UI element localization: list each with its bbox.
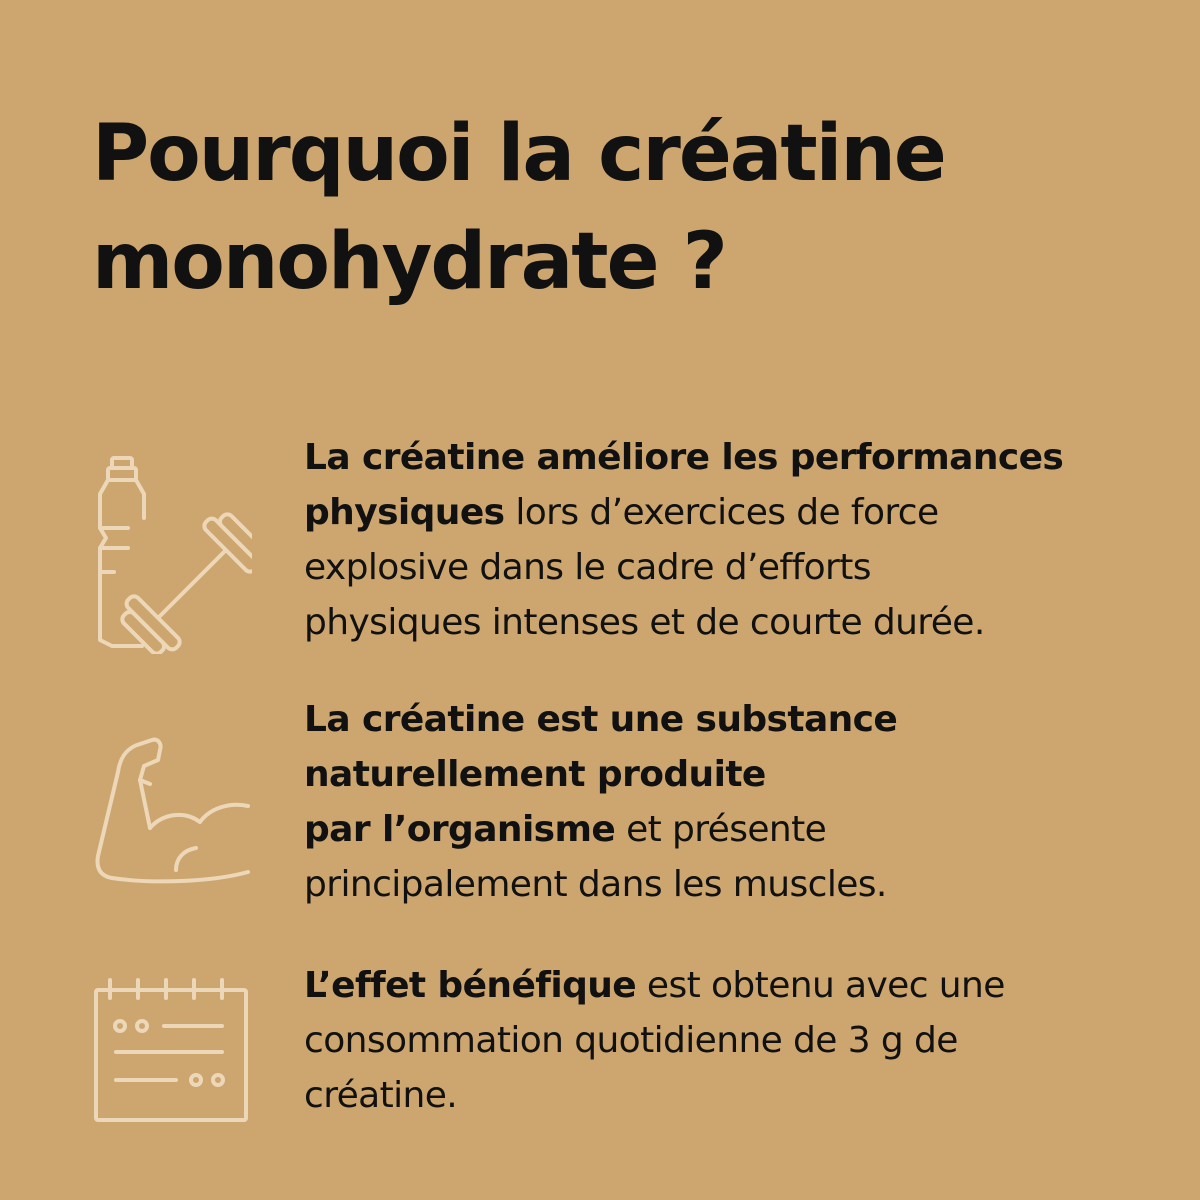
calendar-icon	[92, 976, 252, 1136]
text-line: L’effet bénéfique est obtenu avec une	[304, 965, 1005, 1006]
benefit-text-natural	[304, 692, 1164, 912]
text-line: créatine.	[304, 1075, 458, 1116]
bottle-dumbbell-icon	[92, 454, 252, 654]
text-line: principalement dans les muscles.	[304, 864, 887, 905]
page-title	[92, 100, 1132, 316]
text-line: par l’organisme et présente	[304, 809, 827, 850]
text-line: La créatine améliore les performances	[304, 437, 1064, 478]
flexed-arm-icon	[92, 732, 252, 892]
benefit-text-dosage	[304, 958, 1164, 1123]
text-line: consommation quotidienne de 3 g de	[304, 1020, 958, 1061]
benefit-text-performance	[304, 430, 1164, 650]
text-line: explosive dans le cadre d’efforts	[304, 547, 871, 588]
text-line: physiques intenses et de courte durée.	[304, 602, 985, 643]
title-line-2: monohydrate ?	[92, 217, 726, 307]
title-line-1: Pourquoi la créatine	[92, 109, 945, 199]
text-line: naturellement produite	[304, 754, 766, 795]
text-line: La créatine est une substance	[304, 699, 898, 740]
text-line: physiques lors d’exercices de force	[304, 492, 939, 533]
